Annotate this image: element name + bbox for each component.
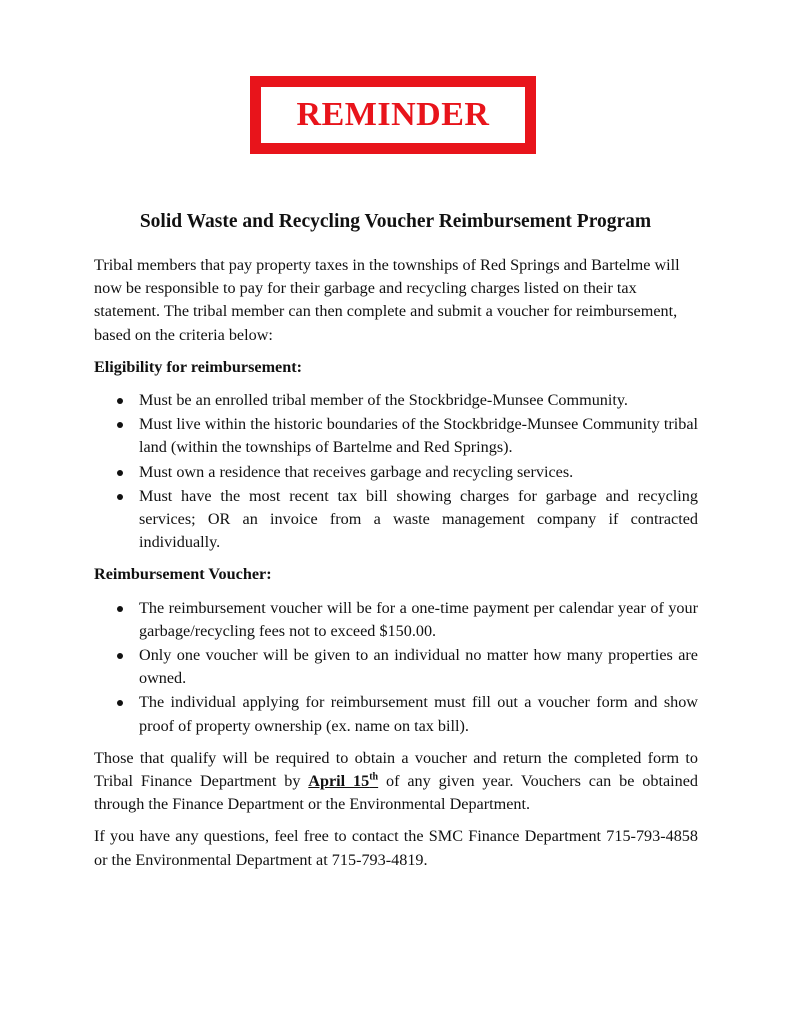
list-item: Only one voucher will be given to an individual no matter how many properties are owned.	[139, 644, 698, 690]
contact-paragraph: If you have any questions, feel free to contact the SMC Finance Department 715-793-4858 or the Environmental Department at 715-793-4819.	[94, 827, 698, 869]
intro-paragraph: Tribal members that pay property taxes in the townships of Red Springs and Bartelme will now be responsible to pay for their garbage and recycling charges listed on their tax statement. The tribal member can then complete and submit a voucher for reimbursement, based on the criteria below:	[94, 256, 680, 344]
eligibility-list	[94, 389, 698, 554]
list-item: The reimbursement voucher will be for a one-time payment per calendar year of your garbage/recycling fees not to exceed $150.00.	[139, 597, 698, 643]
document-body	[94, 254, 698, 881]
eligibility-heading: Eligibility for reimbursement:	[94, 357, 303, 376]
deadline-suffix: th	[369, 771, 379, 783]
list-item: Must have the most recent tax bill showing charges for garbage and recycling services; OR an invoice from a waste management company if contracted individually.	[139, 485, 698, 555]
deadline-date-text: April 15	[308, 772, 370, 791]
deadline-date	[308, 772, 378, 790]
list-item: The individual applying for reimbursement must fill out a voucher form and show proof of property ownership (ex. name on tax bill).	[139, 691, 698, 737]
reminder-banner	[250, 76, 536, 154]
reminder-banner-text: REMINDER	[296, 96, 490, 133]
list-item: Must own a residence that receives garbage and recycling services.	[139, 461, 698, 484]
qualify-text-after: of any given year. Vouchers can be obtained through the Finance Department or the Environmental Department.	[94, 772, 698, 814]
list-item: Must be an enrolled tribal member of the Stockbridge-Munsee Community.	[139, 389, 698, 412]
voucher-list	[94, 597, 698, 738]
qualify-paragraph	[94, 747, 698, 817]
qualify-text-before: Those that qualify will be required to obtain a voucher and return the completed form to Tribal Finance Department by	[94, 748, 698, 791]
page-title: Solid Waste and Recycling Voucher Reimbursement Program	[139, 211, 652, 232]
voucher-heading: Reimbursement Voucher:	[94, 565, 272, 584]
list-item: Must live within the historic boundaries of the Stockbridge-Munsee Community tribal land (within the townships of Bartelme and Red Springs).	[139, 413, 698, 459]
